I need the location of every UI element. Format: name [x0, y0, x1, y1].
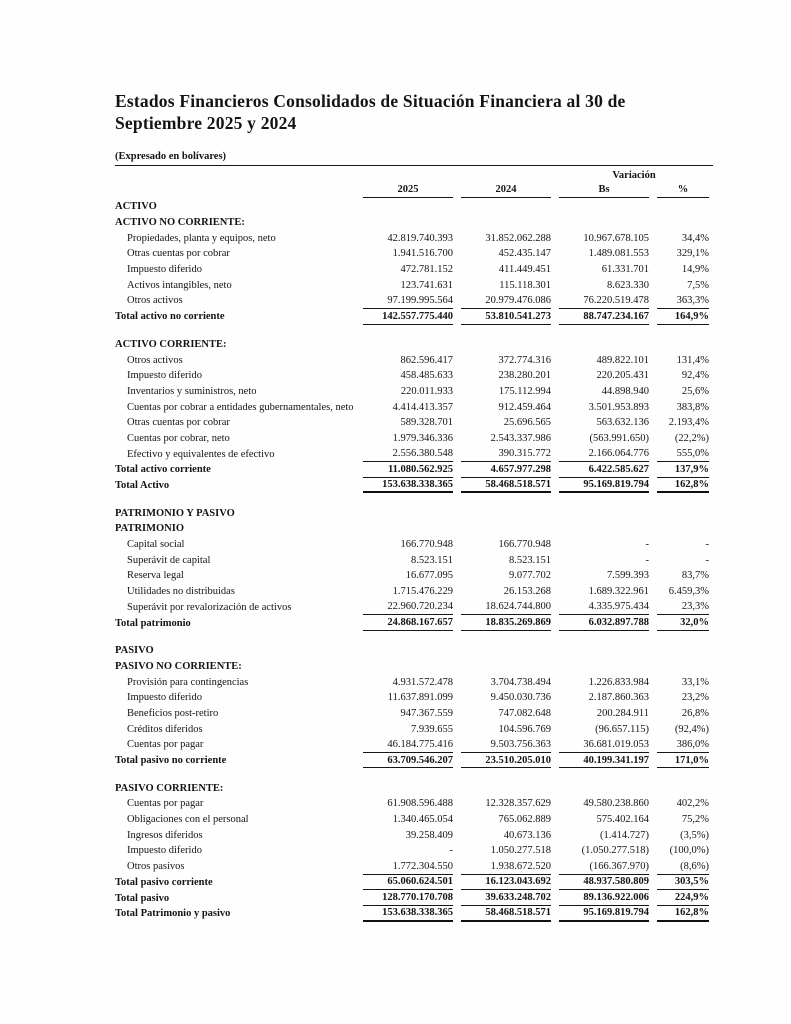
column-header-bs: Bs — [559, 182, 649, 198]
cell-2024: 104.596.769 — [498, 723, 551, 735]
cell-bs: 220.205.431 — [596, 370, 649, 382]
cell-bs: (563.991.650) — [589, 432, 649, 444]
cell-2024: 53.810.541.273 — [461, 309, 551, 325]
cell-2025: 153.638.338.365 — [363, 478, 453, 494]
cell-bs: 2.166.064.776 — [559, 446, 649, 462]
cell-2024: 18.835.269.869 — [461, 615, 551, 631]
cell-bs: (96.657.115) — [595, 723, 649, 735]
row-label: Capital social — [127, 539, 185, 551]
cell-2025: 4.931.572.478 — [392, 676, 453, 688]
cell-pct: 303,5% — [657, 875, 709, 891]
cell-2024: 26.153.268 — [503, 586, 551, 598]
table-row — [115, 537, 713, 553]
cell-pct — [657, 505, 709, 521]
cell-2024 — [461, 337, 551, 353]
cell-bs — [559, 659, 649, 675]
cell-pct: 34,4% — [681, 232, 709, 244]
cell-2025: 947.367.559 — [400, 707, 453, 719]
cell-2025: 7.939.655 — [411, 723, 453, 735]
row-label: Propiedades, planta y equipos, neto — [127, 232, 276, 244]
row-label: PASIVO CORRIENTE: — [115, 782, 224, 794]
cell-2025 — [363, 659, 453, 675]
table-row — [115, 230, 713, 246]
table-row — [115, 399, 713, 415]
spacer-row — [115, 493, 713, 505]
cell-pct — [657, 659, 709, 675]
row-label: Total pasivo no corriente — [115, 755, 227, 767]
cell-pct — [657, 521, 709, 537]
cell-bs — [559, 199, 649, 215]
cell-bs: 1.489.081.553 — [588, 248, 649, 260]
section-row — [115, 780, 713, 796]
row-label: Superávit por revalorización de activos — [127, 601, 292, 613]
spacer-row — [115, 768, 713, 780]
cell-2025: - — [449, 845, 453, 857]
cell-pct: 23,2% — [681, 692, 709, 704]
cell-2024: 4.657.977.298 — [461, 462, 551, 478]
cell-2024 — [461, 199, 551, 215]
spacer-row — [115, 631, 713, 643]
cell-pct: 137,9% — [657, 462, 709, 478]
cell-pct: 162,8% — [657, 478, 709, 494]
row-label: Total activo no corriente — [115, 311, 225, 323]
cell-2025 — [363, 215, 453, 231]
cell-bs: 49.580.238.860 — [583, 798, 649, 810]
cell-bs: 8.623.330 — [607, 279, 649, 291]
cell-2025: 65.060.624.501 — [363, 875, 453, 891]
cell-bs: 563.632.136 — [596, 417, 649, 429]
table-row — [115, 706, 713, 722]
table-row — [115, 600, 713, 616]
cell-2025: 142.557.775.440 — [363, 309, 453, 325]
row-label: Total Activo — [115, 480, 170, 492]
cell-bs: 89.136.922.006 — [559, 890, 649, 906]
cell-pct: 162,8% — [657, 906, 709, 922]
row-label: Créditos diferidos — [127, 723, 203, 735]
row-label: Otras cuentas por cobrar — [127, 248, 230, 260]
cell-bs: 61.331.701 — [601, 264, 649, 276]
total-row — [115, 615, 713, 631]
cell-pct: 14,9% — [681, 264, 709, 276]
cell-2025: 97.199.995.564 — [363, 293, 453, 309]
cell-2025: 128.770.170.708 — [363, 890, 453, 906]
section-row — [115, 215, 713, 231]
row-label: Total patrimonio — [115, 617, 191, 629]
cell-2025: 472.781.152 — [400, 264, 453, 276]
row-label: Inventarios y suministros, neto — [127, 385, 257, 397]
total-row — [115, 753, 713, 769]
cell-bs: 1.689.322.961 — [588, 586, 649, 598]
table-row — [115, 262, 713, 278]
cell-bs: 3.501.953.893 — [588, 401, 649, 413]
cell-pct: 329,1% — [676, 248, 709, 260]
cell-2024: 372.774.316 — [498, 354, 551, 366]
cell-pct: (8,6%) — [657, 859, 709, 875]
table-row — [115, 368, 713, 384]
cell-2024: 25.696.565 — [503, 417, 551, 429]
cell-2024: 390.315.772 — [461, 446, 551, 462]
cell-2024: 1.938.672.520 — [461, 859, 551, 875]
row-label: Beneficios post-retiro — [127, 707, 219, 719]
cell-bs: - — [645, 554, 649, 566]
cell-pct: 23,3% — [657, 600, 709, 616]
cell-2024: 8.523.151 — [509, 554, 551, 566]
row-label: Total Patrimonio y pasivo — [115, 908, 231, 920]
cell-bs: 200.284.911 — [596, 707, 649, 719]
cell-2025: 1.772.304.550 — [363, 859, 453, 875]
table-row — [115, 431, 713, 447]
cell-2025: 46.184.775.416 — [363, 737, 453, 753]
row-label: Reserva legal — [127, 570, 184, 582]
cell-2024: 9.450.030.736 — [490, 692, 551, 704]
row-label: Total pasivo corriente — [115, 876, 213, 888]
cell-pct: - — [705, 539, 709, 551]
cell-2025 — [363, 521, 453, 537]
cell-bs: (1.050.277.518) — [581, 845, 649, 857]
cell-2025: 8.523.151 — [411, 554, 453, 566]
cell-bs: 2.187.860.363 — [588, 692, 649, 704]
cell-pct: - — [705, 554, 709, 566]
row-label: Otros activos — [127, 354, 183, 366]
cell-2024: 9.077.702 — [509, 570, 551, 582]
cell-2025: 862.596.417 — [400, 354, 453, 366]
cell-bs: 6.422.585.627 — [559, 462, 649, 478]
row-label: Cuentas por pagar — [127, 739, 204, 751]
section-row — [115, 199, 713, 215]
cell-bs: 489.822.101 — [596, 354, 649, 366]
table-row — [115, 859, 713, 875]
cell-pct: 75,2% — [681, 814, 709, 826]
row-label: PATRIMONIO Y PASIVO — [115, 507, 235, 519]
total-row — [115, 875, 713, 891]
cell-pct: 7,5% — [687, 279, 709, 291]
table-row — [115, 737, 713, 753]
row-label: Provisión para contingencias — [127, 676, 249, 688]
table-row — [115, 674, 713, 690]
table-row — [115, 446, 713, 462]
cell-bs: 575.402.164 — [596, 814, 649, 826]
total-row — [115, 890, 713, 906]
column-header-pct: % — [657, 182, 709, 198]
table-row — [115, 843, 713, 859]
cell-bs: 6.032.897.788 — [559, 615, 649, 631]
cell-pct: 26,8% — [681, 707, 709, 719]
cell-2025 — [363, 199, 453, 215]
cell-2025 — [363, 505, 453, 521]
cell-2025: 61.908.596.488 — [387, 798, 453, 810]
grandtotal-row — [115, 478, 713, 494]
cell-pct: 2.193,4% — [668, 417, 709, 429]
row-label: Otras cuentas por cobrar — [127, 417, 230, 429]
row-label: Cuentas por cobrar, neto — [127, 432, 230, 444]
cell-pct: (100,0%) — [669, 845, 709, 857]
cell-2024 — [461, 780, 551, 796]
cell-pct: 383,8% — [676, 401, 709, 413]
cell-2024 — [461, 521, 551, 537]
row-label: Total pasivo — [115, 892, 170, 904]
table-row — [115, 415, 713, 431]
cell-2025: 1.941.516.700 — [392, 248, 453, 260]
table-rows — [115, 199, 713, 922]
cell-pct: 164,9% — [657, 309, 709, 325]
cell-bs: 44.898.940 — [601, 385, 649, 397]
cell-2025: 2.556.380.548 — [363, 446, 453, 462]
cell-pct: 386,0% — [657, 737, 709, 753]
cell-bs: (1.414.727) — [600, 829, 649, 841]
cell-2024 — [461, 643, 551, 659]
cell-bs: 36.681.019.053 — [559, 737, 649, 753]
row-label: Impuesto diferido — [127, 692, 202, 704]
row-label: Otros pasivos — [127, 861, 185, 873]
table-row — [115, 568, 713, 584]
table-row — [115, 812, 713, 828]
cell-2024: 765.062.889 — [498, 814, 551, 826]
cell-2025: 220.011.933 — [400, 385, 453, 397]
cell-bs: 95.169.819.794 — [559, 478, 649, 494]
cell-pct — [657, 199, 709, 215]
cell-2024: 452.435.147 — [498, 248, 551, 260]
row-label: Ingresos diferidos — [127, 829, 203, 841]
cell-pct: 25,6% — [681, 385, 709, 397]
cell-pct: 6.459,3% — [668, 586, 709, 598]
spacer-row — [115, 325, 713, 337]
cell-pct: 555,0% — [657, 446, 709, 462]
cell-2025: 39.258.409 — [405, 829, 453, 841]
statement-content — [115, 91, 713, 922]
table-row — [115, 796, 713, 812]
cell-2025 — [363, 337, 453, 353]
cell-bs: - — [645, 539, 649, 551]
cell-2024: 1.050.277.518 — [490, 845, 551, 857]
total-row — [115, 309, 713, 325]
page-title: Estados Financieros Consolidados de Situación Financiera al 30 de Septiembre 2025 y 2024 — [115, 91, 626, 133]
cell-bs: 7.599.393 — [607, 570, 649, 582]
cell-bs — [559, 215, 649, 231]
cell-pct — [657, 780, 709, 796]
table-row — [115, 246, 713, 262]
cell-2025: 1.340.465.054 — [392, 814, 453, 826]
cell-2024: 16.123.043.692 — [461, 875, 551, 891]
cell-2024 — [461, 215, 551, 231]
row-label: ACTIVO CORRIENTE: — [115, 338, 227, 350]
column-header-2024: 2024 — [461, 182, 551, 198]
column-header-row — [115, 182, 713, 198]
table-row — [115, 552, 713, 568]
cell-bs: 95.169.819.794 — [559, 906, 649, 922]
cell-bs — [559, 780, 649, 796]
row-label: Otros activos — [127, 295, 183, 307]
cell-pct — [657, 337, 709, 353]
section-row — [115, 337, 713, 353]
cell-pct: 33,1% — [681, 676, 709, 688]
cell-2024: 175.112.994 — [498, 385, 551, 397]
cell-2025: 22.960.720.234 — [363, 600, 453, 616]
cell-bs: 76.220.519.478 — [559, 293, 649, 309]
cell-2025: 1.979.346.336 — [392, 432, 453, 444]
cell-2025: 63.709.546.207 — [363, 753, 453, 769]
section-row — [115, 659, 713, 675]
cell-2024 — [461, 659, 551, 675]
row-label: Utilidades no distribuidas — [127, 586, 235, 598]
table-row — [115, 690, 713, 706]
row-label: ACTIVO — [115, 201, 157, 213]
section-row — [115, 505, 713, 521]
column-header-2025: 2025 — [363, 182, 453, 198]
cell-pct: 83,7% — [681, 570, 709, 582]
cell-2024: 912.459.464 — [498, 401, 551, 413]
cell-2024: 58.468.518.571 — [461, 478, 551, 494]
cell-pct: 32,0% — [657, 615, 709, 631]
cell-2025: 1.715.476.229 — [392, 586, 453, 598]
row-label: ACTIVO NO CORRIENTE: — [115, 217, 245, 229]
cell-pct: (92,4%) — [674, 723, 709, 735]
cell-2024: 12.328.357.629 — [485, 798, 551, 810]
table-row — [115, 827, 713, 843]
cell-2024: 166.770.948 — [498, 539, 551, 551]
cell-bs: 48.937.580.809 — [559, 875, 649, 891]
cell-bs: 1.226.833.984 — [588, 676, 649, 688]
cell-2024: 9.503.756.363 — [461, 737, 551, 753]
cell-pct: 171,0% — [657, 753, 709, 769]
cell-bs — [559, 643, 649, 659]
row-label: PASIVO — [115, 645, 154, 657]
row-label: Activos intangibles, neto — [127, 279, 232, 291]
cell-2025: 589.328.701 — [400, 417, 453, 429]
row-label: PASIVO NO CORRIENTE: — [115, 660, 242, 672]
currency-note: (Expresado en bolívares) — [115, 151, 713, 166]
cell-pct: 92,4% — [681, 370, 709, 382]
cell-2024: 40.673.136 — [503, 829, 551, 841]
cell-pct — [657, 215, 709, 231]
cell-2024: 18.624.744.800 — [461, 600, 551, 616]
row-label: Impuesto diferido — [127, 264, 202, 276]
cell-bs — [559, 521, 649, 537]
total-row — [115, 462, 713, 478]
cell-2024: 23.510.205.010 — [461, 753, 551, 769]
cell-2024: 115.118.301 — [499, 279, 551, 291]
cell-pct — [657, 643, 709, 659]
cell-2025: 11.080.562.925 — [363, 462, 453, 478]
variation-group-label: Variación — [612, 169, 656, 181]
cell-pct: 363,3% — [657, 293, 709, 309]
cell-2024: 747.082.648 — [498, 707, 551, 719]
row-label: Efectivo y equivalentes de efectivo — [127, 448, 275, 460]
row-label: Total activo corriente — [115, 464, 211, 476]
cell-2024: 411.449.451 — [498, 264, 551, 276]
cell-2024: 238.280.201 — [498, 370, 551, 382]
row-label: Obligaciones con el personal — [127, 814, 249, 826]
cell-bs: 40.199.341.197 — [559, 753, 649, 769]
cell-2025: 458.485.633 — [400, 370, 453, 382]
table-row — [115, 293, 713, 309]
section-row — [115, 521, 713, 537]
cell-bs — [559, 505, 649, 521]
cell-pct: (22,2%) — [674, 432, 709, 444]
table-row — [115, 277, 713, 293]
cell-2024: 2.543.337.986 — [490, 432, 551, 444]
cell-2024: 31.852.062.288 — [485, 232, 551, 244]
cell-2024: 20.979.476.086 — [461, 293, 551, 309]
table-row — [115, 721, 713, 737]
cell-pct: 131,4% — [676, 354, 709, 366]
row-label: Cuentas por pagar — [127, 798, 204, 810]
cell-2025: 4.414.413.357 — [392, 401, 453, 413]
cell-2025 — [363, 780, 453, 796]
cell-bs: 4.335.975.434 — [559, 600, 649, 616]
cell-2025: 153.638.338.365 — [363, 906, 453, 922]
column-header-spacer — [115, 182, 355, 198]
cell-2025: 11.637.891.099 — [387, 692, 453, 704]
cell-pct: 224,9% — [657, 890, 709, 906]
table-row — [115, 352, 713, 368]
cell-2025: 123.741.631 — [400, 279, 453, 291]
cell-bs: (166.367.970) — [559, 859, 649, 875]
cell-bs — [559, 337, 649, 353]
cell-2025: 166.770.948 — [400, 539, 453, 551]
cell-pct: 402,2% — [676, 798, 709, 810]
section-row — [115, 643, 713, 659]
cell-2025 — [363, 643, 453, 659]
table-row — [115, 584, 713, 600]
row-label: Cuentas por cobrar a entidades gubernamentales, neto — [127, 401, 354, 413]
cell-2024 — [461, 505, 551, 521]
row-label: Impuesto diferido — [127, 370, 202, 382]
row-label: Impuesto diferido — [127, 845, 202, 857]
cell-2025: 24.868.167.657 — [363, 615, 453, 631]
cell-2025: 16.677.095 — [405, 570, 453, 582]
table-row — [115, 384, 713, 400]
cell-2024: 58.468.518.571 — [461, 906, 551, 922]
cell-2025: 42.819.740.393 — [387, 232, 453, 244]
cell-pct: (3,5%) — [680, 829, 709, 841]
grandtotal-row — [115, 906, 713, 922]
variation-header-row — [115, 168, 713, 182]
cell-2024: 39.633.248.702 — [461, 890, 551, 906]
cell-bs: 10.967.678.105 — [583, 232, 649, 244]
cell-bs: 88.747.234.167 — [559, 309, 649, 325]
row-label: Superávit de capital — [127, 554, 211, 566]
row-label: PATRIMONIO — [115, 523, 185, 535]
cell-2024: 3.704.738.494 — [490, 676, 551, 688]
